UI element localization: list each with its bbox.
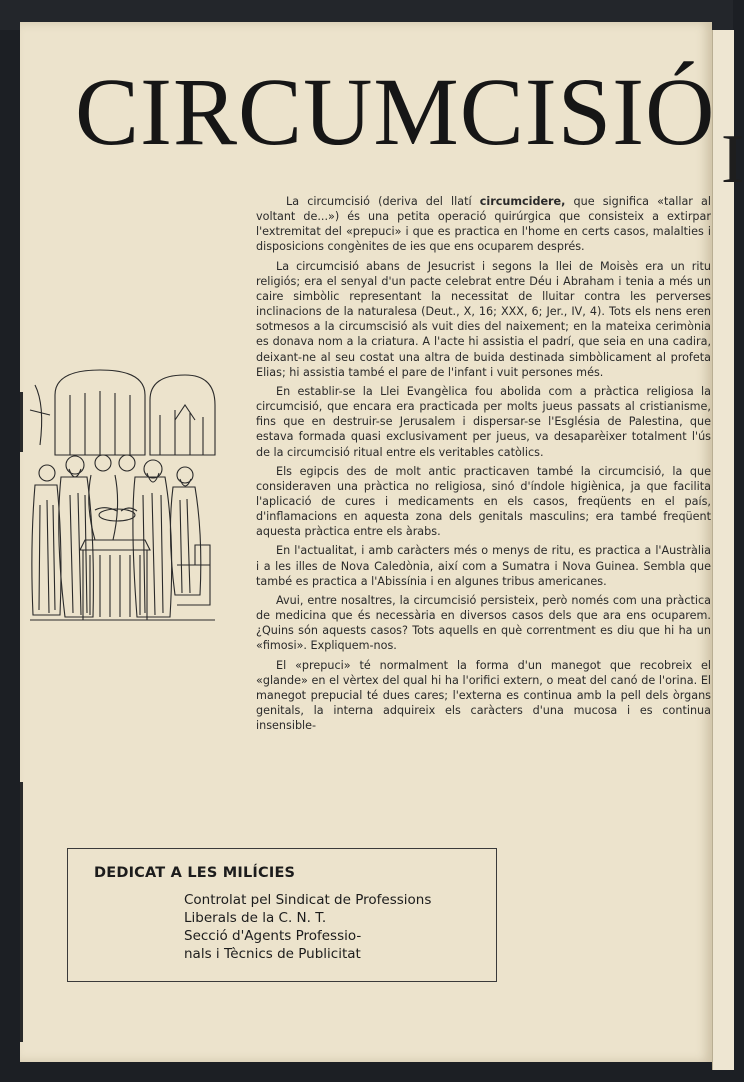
article-paragraph: En establir-se la Llei Evangèlica fou abolida com a pràctica religiosa la circumcisió, que encara era practicada per molts jueus passats al cristianisme, fins que en destruir-se Jerusalem i dispersar-se l'Església de Palestina, que estava formada quasi exclusivament per jueus, va desaparèixer totalment l'ús de la circumcisió ritual entre els veritables catòlics. [256, 384, 711, 459]
next-page-edge [712, 30, 744, 1070]
article-body [256, 194, 711, 737]
paragraph-text: La circumcisió (deriva del llatí [286, 195, 480, 208]
article-paragraph: El «prepuci» té normalment la forma d'un manegot que recobreix el «glande» en el vèrtex del qual hi ha l'orifici extern, o meat del canó de l'orina. El manegot prepucial té dues cares; l'externa es continua amb la pell dels òrgans genitals, la interna adquireix els caràcters d'una mucosa i es continua insensible- [256, 658, 711, 733]
article-paragraph: En l'actualitat, i amb caràcters més o menys de ritu, es practica a l'Austràlia i a les illes de Nova Caledònia, així com a Sumatra i Nova Guinea. Sembla que també es practica a l'Abissínia i en algunes tribus americanes. [256, 544, 711, 588]
militia-dedication-box [67, 848, 497, 982]
page-edge-mark [20, 392, 23, 452]
article-paragraph: Avui, entre nosaltres, la circumcisió persisteix, però només com una pràctica de medicina que és necessària en diversos casos dels que ara ens ocuparem. ¿Quins són aquests casos? Tots aquells en què correntment es diu que hi ha un «fimosi». Expliquem-nos. [256, 593, 711, 653]
article-paragraph: Els egipcis des de molt antic practicaven també la circumcisió, la que consideraven una pràctica no religiosa, sinó d'índole higiènica, ja que facilita l'aplicació de cures i medicaments en els casos, freqüents en el país, d'inflamacions en aquesta zona dels genitals masculins; era també freqüent aquesta pràctica entre els àrabs. [256, 464, 711, 539]
article-title: CIRCUMCISIÓ [75, 58, 716, 165]
magazine-page [20, 22, 716, 1062]
dedication-line: Secció d'Agents Professio- [184, 928, 362, 944]
next-page-title-fragment: I [721, 121, 744, 198]
dedication-heading: DEDICAT A LES MILÍCIES [94, 865, 296, 881]
paragraph-text: que significa «tallar al voltant de...») és una petita operació quirúrgica que consisteix a extirpar l'extremitat del «prepuci» i que es practica en l'home en certs casos, malalties i disposicions congènites de ies que ens ocuparem després. [256, 195, 712, 254]
dedication-lines [184, 891, 431, 963]
circumcision-ceremony-illustration-icon [25, 365, 215, 630]
dedication-line: nals i Tècnics de Publicitat [184, 946, 361, 962]
page-edge-mark [20, 782, 23, 1042]
dedication-line: Controlat pel Sindicat de Professions [184, 892, 432, 908]
dedication-line: Liberals de la C. N. T. [184, 910, 327, 926]
article-paragraph: La circumcisió abans de Jesucrist i segons la llei de Moisès era un ritu religiós; era el senyal d'un pacte celebrat entre Déu i Abraham i tenia a més un caire simbòlic representant la necessitat de lluitar contra les perverses inclinacions de la naturalesa (Deut., X, 16; XXX, 6; Jer., IV, 4). Tots els nens eren sotmesos a la circumscisió als vuit dies del naixement; en la mateixa cerimònia es donava nom a la criatura. A l'acte hi assistia el padrí, que seia en una cadira, deixant-ne al seu costat una altra de buida destinada simbòlicament al profeta Elias; hi assistia també el pare de l'infant i vuit persones més. [256, 259, 711, 379]
article-paragraph [256, 194, 711, 255]
latin-term: circumcidere, [479, 195, 566, 208]
